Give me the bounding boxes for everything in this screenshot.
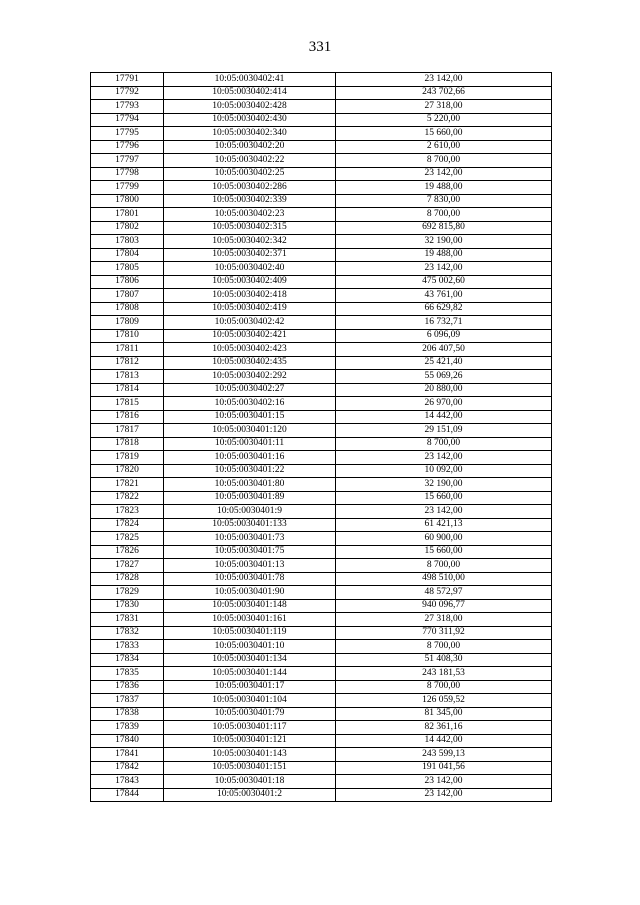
cadastral-number-cell: 10:05:0030402:428 bbox=[164, 100, 336, 114]
cadastral-number-cell: 10:05:0030402:22 bbox=[164, 154, 336, 168]
table-row bbox=[91, 329, 552, 343]
cadastral-number-cell: 10:05:0030401:148 bbox=[164, 599, 336, 613]
row-number-cell: 17824 bbox=[91, 518, 164, 532]
cadastral-number-cell: 10:05:0030402:292 bbox=[164, 370, 336, 384]
table-row bbox=[91, 599, 552, 613]
row-number-cell: 17825 bbox=[91, 532, 164, 546]
cadastral-number-cell: 10:05:0030401:9 bbox=[164, 505, 336, 519]
cadastral-number-cell: 10:05:0030402:430 bbox=[164, 113, 336, 127]
cadastral-value-cell: 15 660,00 bbox=[336, 491, 552, 505]
table-row bbox=[91, 707, 552, 721]
cadastral-value-cell: 27 318,00 bbox=[336, 100, 552, 114]
cadastral-value-cell: 5 220,00 bbox=[336, 113, 552, 127]
cadastral-value-cell: 20 880,00 bbox=[336, 383, 552, 397]
row-number-cell: 17804 bbox=[91, 248, 164, 262]
table-row bbox=[91, 410, 552, 424]
row-number-cell: 17798 bbox=[91, 167, 164, 181]
row-number-cell: 17832 bbox=[91, 626, 164, 640]
row-number-cell: 17838 bbox=[91, 707, 164, 721]
row-number-cell: 17812 bbox=[91, 356, 164, 370]
cadastral-value-cell: 10 092,00 bbox=[336, 464, 552, 478]
cadastral-value-cell: 61 421,13 bbox=[336, 518, 552, 532]
cadastral-value-cell: 16 732,71 bbox=[336, 316, 552, 330]
cadastral-value-cell: 66 629,82 bbox=[336, 302, 552, 316]
table-row bbox=[91, 100, 552, 114]
cadastral-number-cell: 10:05:0030402:40 bbox=[164, 262, 336, 276]
table-row bbox=[91, 653, 552, 667]
row-number-cell: 17836 bbox=[91, 680, 164, 694]
cadastral-number-cell: 10:05:0030401:79 bbox=[164, 707, 336, 721]
row-number-cell: 17844 bbox=[91, 788, 164, 802]
table-row bbox=[91, 613, 552, 627]
cadastral-value-cell: 8 700,00 bbox=[336, 640, 552, 654]
cadastral-number-cell: 10:05:0030402:340 bbox=[164, 127, 336, 141]
cadastral-number-cell: 10:05:0030401:133 bbox=[164, 518, 336, 532]
row-number-cell: 17811 bbox=[91, 343, 164, 357]
cadastral-number-cell: 10:05:0030402:27 bbox=[164, 383, 336, 397]
row-number-cell: 17842 bbox=[91, 761, 164, 775]
cadastral-number-cell: 10:05:0030402:418 bbox=[164, 289, 336, 303]
cadastral-number-cell: 10:05:0030401:151 bbox=[164, 761, 336, 775]
row-number-cell: 17822 bbox=[91, 491, 164, 505]
cadastral-value-cell: 23 142,00 bbox=[336, 788, 552, 802]
cadastral-value-cell: 23 142,00 bbox=[336, 775, 552, 789]
table-row bbox=[91, 694, 552, 708]
cadastral-value-cell: 6 096,09 bbox=[336, 329, 552, 343]
table-row bbox=[91, 734, 552, 748]
cadastral-number-cell: 10:05:0030402:20 bbox=[164, 140, 336, 154]
table-row bbox=[91, 73, 552, 87]
cadastral-number-cell: 10:05:0030402:286 bbox=[164, 181, 336, 195]
table-row bbox=[91, 478, 552, 492]
table-row bbox=[91, 113, 552, 127]
cadastral-number-cell: 10:05:0030401:11 bbox=[164, 437, 336, 451]
table-row bbox=[91, 275, 552, 289]
row-number-cell: 17808 bbox=[91, 302, 164, 316]
table-row bbox=[91, 626, 552, 640]
cadastral-value-cell: 81 345,00 bbox=[336, 707, 552, 721]
table-row bbox=[91, 491, 552, 505]
table-row bbox=[91, 316, 552, 330]
row-number-cell: 17834 bbox=[91, 653, 164, 667]
cadastral-value-cell: 14 442,00 bbox=[336, 410, 552, 424]
row-number-cell: 17826 bbox=[91, 545, 164, 559]
cadastral-number-cell: 10:05:0030401:104 bbox=[164, 694, 336, 708]
row-number-cell: 17843 bbox=[91, 775, 164, 789]
cadastral-number-cell: 10:05:0030401:119 bbox=[164, 626, 336, 640]
row-number-cell: 17837 bbox=[91, 694, 164, 708]
table-body bbox=[91, 73, 552, 802]
table-row bbox=[91, 640, 552, 654]
table-row bbox=[91, 302, 552, 316]
cadastral-value-cell: 19 488,00 bbox=[336, 248, 552, 262]
cadastral-value-cell: 60 900,00 bbox=[336, 532, 552, 546]
table-row bbox=[91, 289, 552, 303]
cadastral-number-cell: 10:05:0030401:13 bbox=[164, 559, 336, 573]
table-row bbox=[91, 356, 552, 370]
cadastral-number-cell: 10:05:0030401:134 bbox=[164, 653, 336, 667]
row-number-cell: 17791 bbox=[91, 73, 164, 87]
cadastral-value-cell: 23 142,00 bbox=[336, 505, 552, 519]
cadastral-value-cell: 25 421,40 bbox=[336, 356, 552, 370]
row-number-cell: 17800 bbox=[91, 194, 164, 208]
cadastral-value-cell: 55 069,26 bbox=[336, 370, 552, 384]
table-row bbox=[91, 748, 552, 762]
cadastral-value-cell: 243 181,53 bbox=[336, 667, 552, 681]
cadastral-value-cell: 43 761,00 bbox=[336, 289, 552, 303]
cadastral-number-cell: 10:05:0030402:419 bbox=[164, 302, 336, 316]
cadastral-number-cell: 10:05:0030401:15 bbox=[164, 410, 336, 424]
cadastral-number-cell: 10:05:0030402:339 bbox=[164, 194, 336, 208]
cadastral-number-cell: 10:05:0030402:315 bbox=[164, 221, 336, 235]
table-row bbox=[91, 680, 552, 694]
cadastral-value-cell: 8 700,00 bbox=[336, 559, 552, 573]
cadastral-number-cell: 10:05:0030401:22 bbox=[164, 464, 336, 478]
cadastral-value-cell: 191 041,56 bbox=[336, 761, 552, 775]
table-row bbox=[91, 572, 552, 586]
row-number-cell: 17805 bbox=[91, 262, 164, 276]
cadastral-value-cell: 82 361,16 bbox=[336, 721, 552, 735]
row-number-cell: 17831 bbox=[91, 613, 164, 627]
row-number-cell: 17835 bbox=[91, 667, 164, 681]
row-number-cell: 17817 bbox=[91, 424, 164, 438]
cadastral-number-cell: 10:05:0030401:90 bbox=[164, 586, 336, 600]
cadastral-value-cell: 243 599,13 bbox=[336, 748, 552, 762]
table-row bbox=[91, 221, 552, 235]
cadastral-value-cell: 8 700,00 bbox=[336, 208, 552, 222]
cadastral-value-cell: 2 610,00 bbox=[336, 140, 552, 154]
cadastral-number-cell: 10:05:0030402:371 bbox=[164, 248, 336, 262]
table-row bbox=[91, 545, 552, 559]
cadastral-number-cell: 10:05:0030401:117 bbox=[164, 721, 336, 735]
row-number-cell: 17819 bbox=[91, 451, 164, 465]
cadastral-number-cell: 10:05:0030401:75 bbox=[164, 545, 336, 559]
cadastral-value-cell: 23 142,00 bbox=[336, 73, 552, 87]
cadastral-number-cell: 10:05:0030401:17 bbox=[164, 680, 336, 694]
cadastral-number-cell: 10:05:0030402:409 bbox=[164, 275, 336, 289]
table-row bbox=[91, 167, 552, 181]
cadastral-value-cell: 14 442,00 bbox=[336, 734, 552, 748]
cadastral-number-cell: 10:05:0030401:143 bbox=[164, 748, 336, 762]
row-number-cell: 17833 bbox=[91, 640, 164, 654]
cadastral-value-cell: 23 142,00 bbox=[336, 262, 552, 276]
row-number-cell: 17801 bbox=[91, 208, 164, 222]
cadastral-value-cell: 15 660,00 bbox=[336, 127, 552, 141]
row-number-cell: 17827 bbox=[91, 559, 164, 573]
cadastral-value-cell: 32 190,00 bbox=[336, 235, 552, 249]
table-row bbox=[91, 235, 552, 249]
row-number-cell: 17828 bbox=[91, 572, 164, 586]
table-row bbox=[91, 586, 552, 600]
cadastral-value-cell: 243 702,66 bbox=[336, 86, 552, 100]
row-number-cell: 17841 bbox=[91, 748, 164, 762]
cadastral-number-cell: 10:05:0030402:25 bbox=[164, 167, 336, 181]
cadastral-number-cell: 10:05:0030401:89 bbox=[164, 491, 336, 505]
row-number-cell: 17794 bbox=[91, 113, 164, 127]
table-row bbox=[91, 140, 552, 154]
cadastral-number-cell: 10:05:0030402:423 bbox=[164, 343, 336, 357]
cadastral-value-cell: 23 142,00 bbox=[336, 451, 552, 465]
cadastral-number-cell: 10:05:0030401:80 bbox=[164, 478, 336, 492]
row-number-cell: 17793 bbox=[91, 100, 164, 114]
table-row bbox=[91, 154, 552, 168]
cadastral-number-cell: 10:05:0030401:121 bbox=[164, 734, 336, 748]
table-row bbox=[91, 667, 552, 681]
cadastral-value-cell: 32 190,00 bbox=[336, 478, 552, 492]
table-row bbox=[91, 761, 552, 775]
row-number-cell: 17797 bbox=[91, 154, 164, 168]
row-number-cell: 17820 bbox=[91, 464, 164, 478]
row-number-cell: 17810 bbox=[91, 329, 164, 343]
cadastral-value-cell: 7 830,00 bbox=[336, 194, 552, 208]
cadastral-value-cell: 29 151,09 bbox=[336, 424, 552, 438]
row-number-cell: 17818 bbox=[91, 437, 164, 451]
table-row bbox=[91, 181, 552, 195]
cadastral-value-cell: 126 059,52 bbox=[336, 694, 552, 708]
row-number-cell: 17807 bbox=[91, 289, 164, 303]
table-row bbox=[91, 788, 552, 802]
cadastral-number-cell: 10:05:0030401:18 bbox=[164, 775, 336, 789]
table-row bbox=[91, 518, 552, 532]
cadastral-value-cell: 51 408,30 bbox=[336, 653, 552, 667]
cadastral-value-cell: 19 488,00 bbox=[336, 181, 552, 195]
row-number-cell: 17813 bbox=[91, 370, 164, 384]
row-number-cell: 17815 bbox=[91, 397, 164, 411]
table-row bbox=[91, 86, 552, 100]
row-number-cell: 17803 bbox=[91, 235, 164, 249]
cadastral-number-cell: 10:05:0030401:161 bbox=[164, 613, 336, 627]
table-row bbox=[91, 775, 552, 789]
page-number: 331 bbox=[308, 39, 332, 55]
cadastral-value-cell: 26 970,00 bbox=[336, 397, 552, 411]
table-row bbox=[91, 248, 552, 262]
row-number-cell: 17823 bbox=[91, 505, 164, 519]
cadastral-value-cell: 15 660,00 bbox=[336, 545, 552, 559]
cadastral-number-cell: 10:05:0030401:10 bbox=[164, 640, 336, 654]
table-row bbox=[91, 208, 552, 222]
cadastral-value-cell: 8 700,00 bbox=[336, 154, 552, 168]
row-number-cell: 17799 bbox=[91, 181, 164, 195]
cadastral-value-cell: 23 142,00 bbox=[336, 167, 552, 181]
cadastral-number-cell: 10:05:0030402:414 bbox=[164, 86, 336, 100]
row-number-cell: 17830 bbox=[91, 599, 164, 613]
cadastral-number-cell: 10:05:0030402:42 bbox=[164, 316, 336, 330]
row-number-cell: 17796 bbox=[91, 140, 164, 154]
row-number-cell: 17795 bbox=[91, 127, 164, 141]
cadastral-value-cell: 27 318,00 bbox=[336, 613, 552, 627]
row-number-cell: 17802 bbox=[91, 221, 164, 235]
cadastral-value-cell: 206 407,50 bbox=[336, 343, 552, 357]
cadastral-number-cell: 10:05:0030402:41 bbox=[164, 73, 336, 87]
table-row bbox=[91, 721, 552, 735]
cadastral-number-cell: 10:05:0030401:120 bbox=[164, 424, 336, 438]
row-number-cell: 17816 bbox=[91, 410, 164, 424]
row-number-cell: 17839 bbox=[91, 721, 164, 735]
cadastral-value-cell: 498 510,00 bbox=[336, 572, 552, 586]
cadastral-number-cell: 10:05:0030402:23 bbox=[164, 208, 336, 222]
table-row bbox=[91, 194, 552, 208]
table-row bbox=[91, 532, 552, 546]
cadastral-number-cell: 10:05:0030402:342 bbox=[164, 235, 336, 249]
cadastral-number-cell: 10:05:0030402:435 bbox=[164, 356, 336, 370]
row-number-cell: 17814 bbox=[91, 383, 164, 397]
table-row bbox=[91, 464, 552, 478]
row-number-cell: 17809 bbox=[91, 316, 164, 330]
row-number-cell: 17829 bbox=[91, 586, 164, 600]
cadastral-value-cell: 940 096,77 bbox=[336, 599, 552, 613]
cadastral-number-cell: 10:05:0030401:144 bbox=[164, 667, 336, 681]
row-number-cell: 17821 bbox=[91, 478, 164, 492]
table-row bbox=[91, 262, 552, 276]
row-number-cell: 17840 bbox=[91, 734, 164, 748]
cadastral-number-cell: 10:05:0030401:16 bbox=[164, 451, 336, 465]
cadastral-value-cell: 692 815,80 bbox=[336, 221, 552, 235]
table-row bbox=[91, 437, 552, 451]
row-number-cell: 17792 bbox=[91, 86, 164, 100]
cadastral-number-cell: 10:05:0030401:78 bbox=[164, 572, 336, 586]
table-row bbox=[91, 451, 552, 465]
table-row bbox=[91, 127, 552, 141]
table-row bbox=[91, 383, 552, 397]
cadastral-number-cell: 10:05:0030402:16 bbox=[164, 397, 336, 411]
cadastral-value-table bbox=[90, 72, 552, 802]
cadastral-value-cell: 48 572,97 bbox=[336, 586, 552, 600]
cadastral-value-cell: 475 002,60 bbox=[336, 275, 552, 289]
cadastral-number-cell: 10:05:0030401:2 bbox=[164, 788, 336, 802]
cadastral-number-cell: 10:05:0030402:421 bbox=[164, 329, 336, 343]
cadastral-number-cell: 10:05:0030401:73 bbox=[164, 532, 336, 546]
cadastral-value-cell: 8 700,00 bbox=[336, 680, 552, 694]
table-row bbox=[91, 559, 552, 573]
table-row bbox=[91, 397, 552, 411]
cadastral-value-cell: 770 311,92 bbox=[336, 626, 552, 640]
table-row bbox=[91, 370, 552, 384]
cadastral-value-cell: 8 700,00 bbox=[336, 437, 552, 451]
row-number-cell: 17806 bbox=[91, 275, 164, 289]
table-row bbox=[91, 343, 552, 357]
table-row bbox=[91, 505, 552, 519]
table-row bbox=[91, 424, 552, 438]
